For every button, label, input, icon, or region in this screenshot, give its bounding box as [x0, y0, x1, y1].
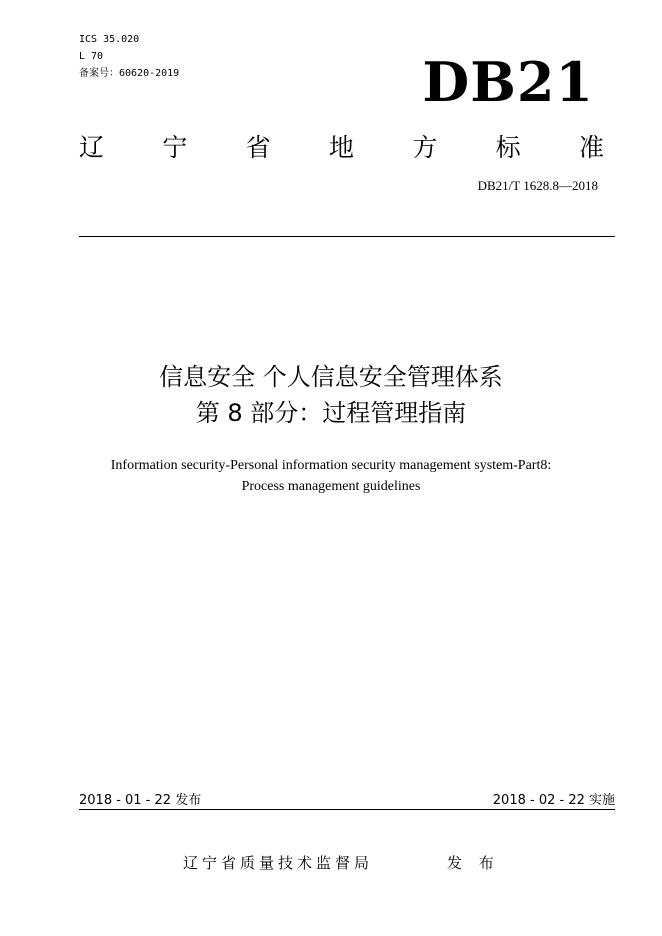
standard-number: DB21/T 1628.8—2018: [477, 178, 598, 193]
title-cn-line2: 第 8 部分：过程管理指南: [195, 399, 467, 427]
standard-logo: DB21: [422, 50, 594, 114]
standard-type-char: 辽: [79, 133, 105, 162]
standard-type-char: 方: [412, 133, 438, 162]
standard-type-char: 准: [578, 133, 604, 162]
ccs-code: L 70: [79, 51, 104, 62]
title-en-line1: Information security-Personal information security management system-Part8:: [110, 458, 552, 473]
title-en-line2: Process management guidelines: [241, 479, 421, 494]
ics-code: ICS 35.020: [79, 34, 140, 45]
standard-type-heading: [79, 128, 604, 164]
standard-type-char: 宁: [162, 133, 188, 162]
standard-type-char: 地: [328, 133, 354, 162]
standard-type-char: 标: [495, 133, 521, 162]
title-cn-line1: 信息安全 个人信息安全管理体系: [159, 363, 503, 391]
standard-type-char: 省: [245, 133, 271, 162]
record-number: 备案号：60620-2019: [79, 68, 180, 79]
implement-date: 2018 - 02 - 22 实施: [492, 793, 615, 808]
issue-label: 发 布: [447, 854, 500, 872]
issuing-authority: 辽宁省质量技术监督局: [183, 854, 374, 872]
footer-divider: [79, 809, 615, 810]
header-divider: [79, 236, 615, 237]
publish-date: 2018 - 01 - 22 发布: [79, 793, 202, 808]
